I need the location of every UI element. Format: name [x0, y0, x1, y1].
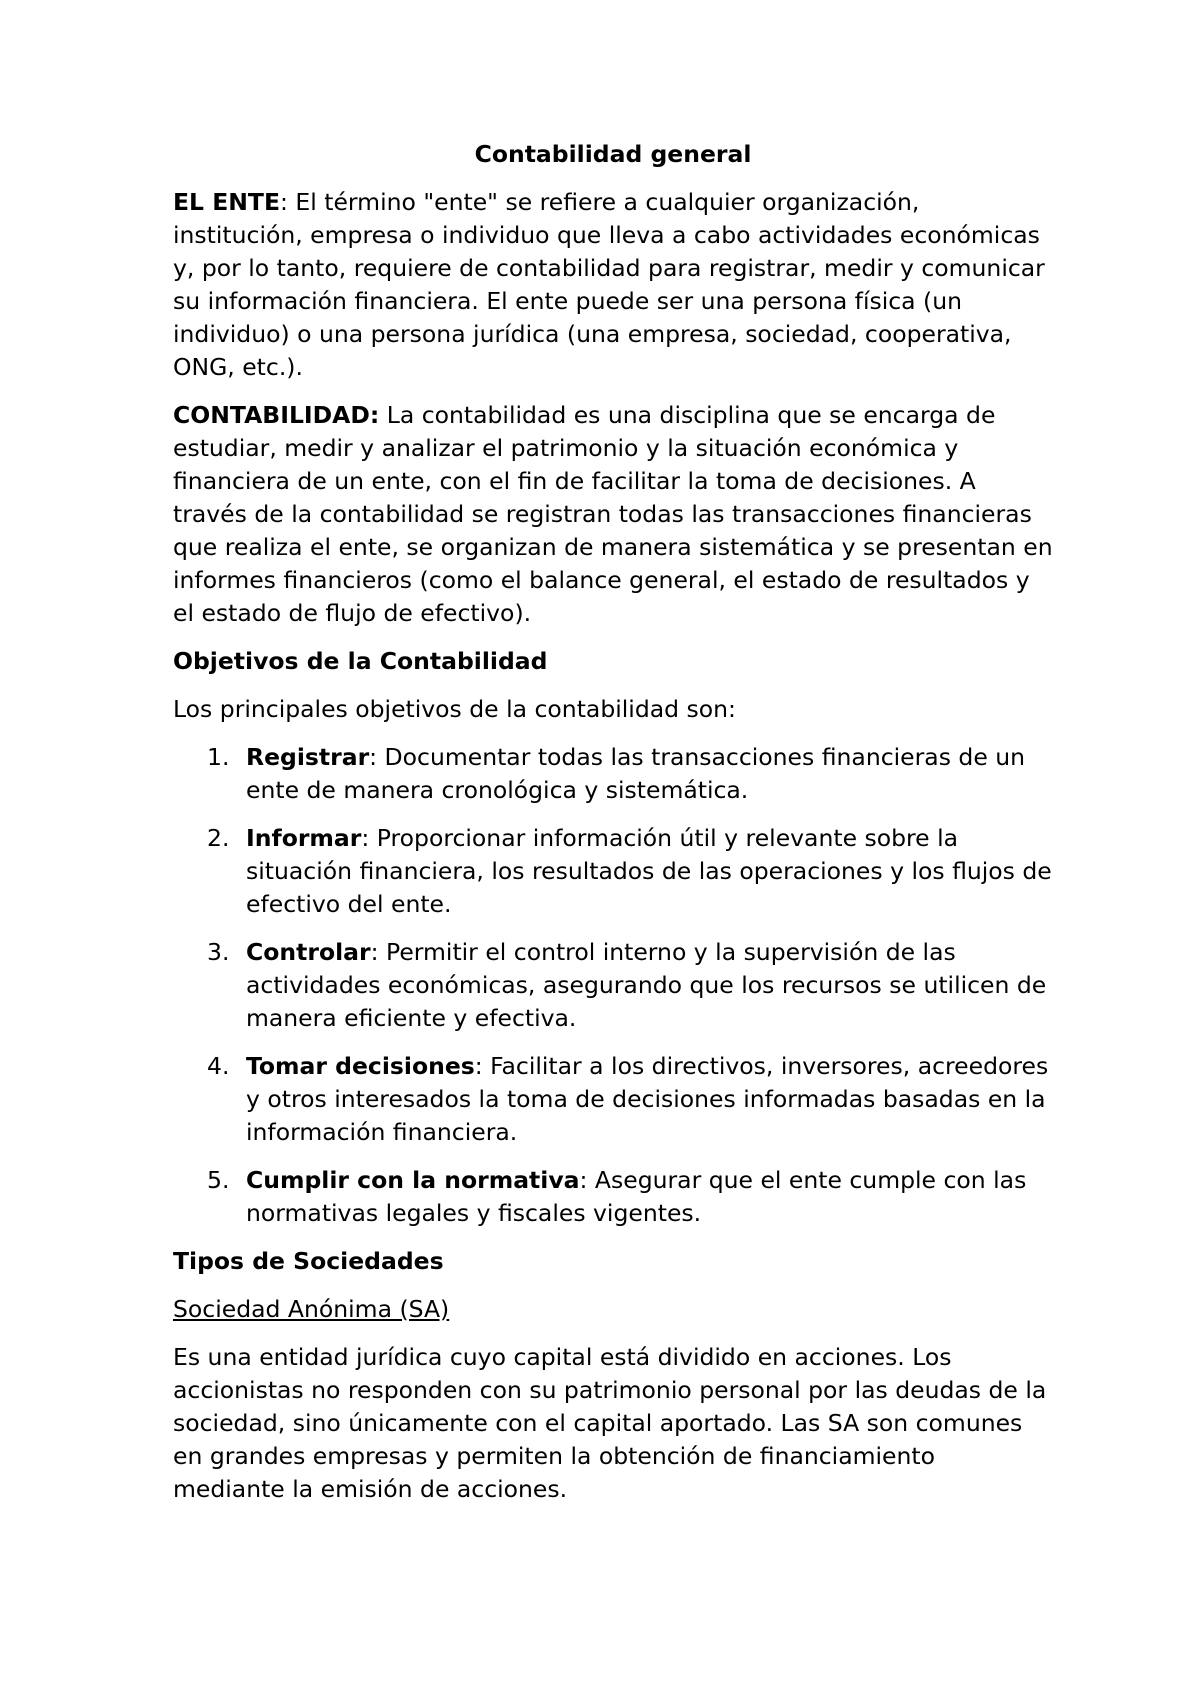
list-item-text: : Facilitar a los directivos, inversores, acreedores y otros interesados la toma de decisiones informadas basadas en la información financiera.	[246, 1052, 1049, 1146]
sociedades-heading: Tipos de Sociedades	[173, 1247, 444, 1275]
list-item-text: : Asegurar que el ente cumple con las normativas legales y fiscales vigentes.	[246, 1166, 1027, 1227]
objetivos-intro: Los principales objetivos de la contabilidad son:	[173, 695, 736, 723]
ente-term: EL ENTE	[173, 188, 281, 216]
list-item	[173, 1164, 1053, 1230]
ente-text: : El término "ente" se refiere a cualquier organización, institución, empresa o individuo que lleva a cabo actividades económicas y, por lo tanto, requiere de contabilidad para registrar, medir y comunicar su información financiera. El ente puede ser una persona física (un individuo) o una persona jurídica (una empresa, sociedad, cooperativa, ONG, etc.).	[173, 188, 1045, 381]
list-number: 5.	[207, 1166, 230, 1194]
list-item-term: Informar	[246, 824, 362, 852]
sa-subheading: Sociedad Anónima (SA)	[173, 1295, 450, 1323]
list-item	[173, 741, 1053, 807]
list-item-term: Tomar decisiones	[246, 1052, 475, 1080]
list-item-text: : Proporcionar información útil y relevante sobre la situación financiera, los resultados de las operaciones y los flujos de efectivo del ente.	[246, 824, 1052, 918]
list-number: 4.	[207, 1052, 230, 1080]
list-item	[173, 822, 1053, 921]
list-item-text: : Permitir el control interno y la supervisión de las actividades económicas, asegurando que los recursos se utilicen de manera eficiente y efectiva.	[246, 938, 1047, 1032]
list-number: 3.	[207, 938, 230, 966]
sa-paragraph: Es una entidad jurídica cuyo capital está dividido en acciones. Los accionistas no responden con su patrimonio personal por las deudas de la sociedad, sino únicamente con el capital aportado. Las SA son comunes en grandes empresas y permiten la obtención de financiamiento mediante la emisión de acciones.	[173, 1343, 1047, 1503]
list-item-term: Cumplir con la normativa	[246, 1166, 580, 1194]
contabilidad-term: CONTABILIDAD:	[173, 401, 380, 429]
objetivos-heading: Objetivos de la Contabilidad	[173, 647, 548, 675]
list-item	[173, 1050, 1053, 1149]
list-item-term: Controlar	[246, 938, 371, 966]
list-item-term: Registrar	[246, 743, 370, 771]
list-number: 2.	[207, 824, 230, 852]
list-number: 1.	[207, 743, 230, 771]
contabilidad-paragraph	[173, 399, 1053, 630]
ente-paragraph	[173, 186, 1053, 384]
document-page	[173, 138, 1053, 1521]
document-title: Contabilidad general	[474, 140, 752, 168]
objetivos-list	[173, 741, 1053, 1230]
list-item-text: : Documentar todas las transacciones financieras de un ente de manera cronológica y sistemática.	[246, 743, 1026, 804]
contabilidad-text: La contabilidad es una disciplina que se encarga de estudiar, medir y analizar el patrimonio y la situación económica y financiera de un ente, con el fin de facilitar la toma de decisiones. A través de la contabilidad se registran todas las transacciones financieras que realiza el ente, se organizan de manera sistemática y se presentan en informes financieros (como el balance general, el estado de resultados y el estado de flujo de efectivo).	[173, 401, 1053, 627]
list-item	[173, 936, 1053, 1035]
